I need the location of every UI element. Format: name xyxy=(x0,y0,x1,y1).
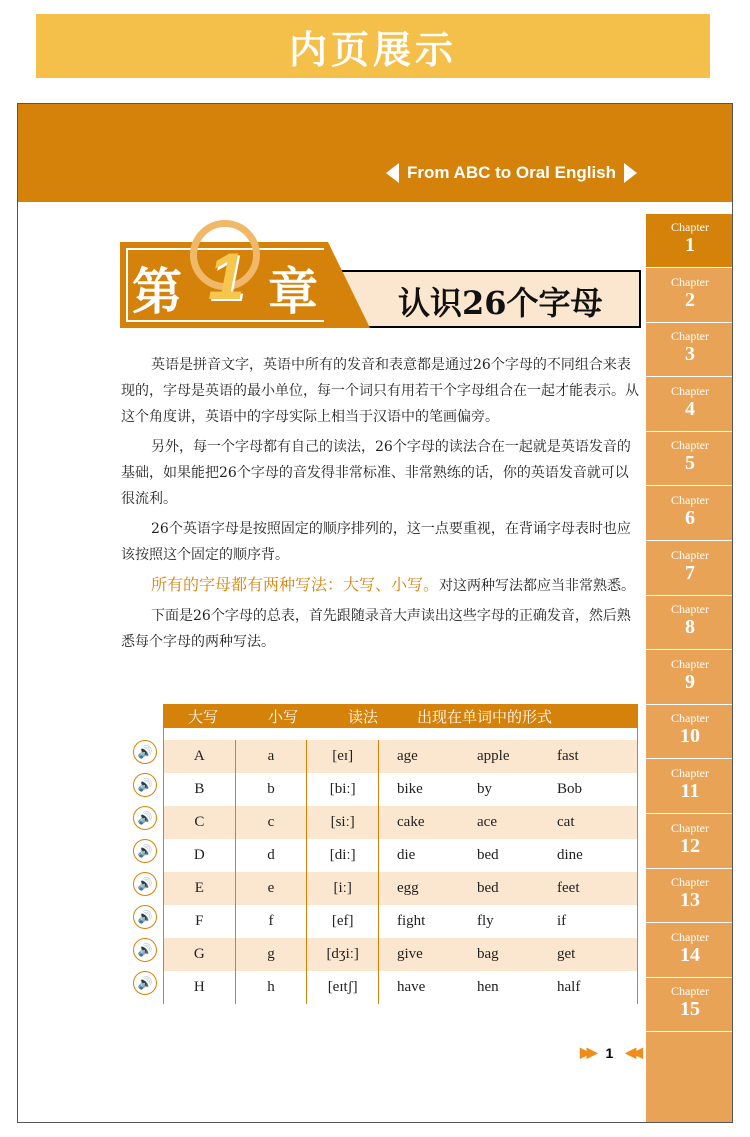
chapter-tab-number: 13 xyxy=(680,889,700,912)
cell-sound: [diː] xyxy=(307,839,379,872)
header-band xyxy=(18,104,733,202)
cell-words xyxy=(379,740,637,773)
chapter-tab-6[interactable] xyxy=(646,487,733,541)
header-title-text: From ABC to Oral English xyxy=(406,163,616,182)
table-header xyxy=(163,704,638,728)
word: Bob xyxy=(557,781,583,797)
cell-words xyxy=(379,773,637,806)
cell-upper: C xyxy=(164,806,236,839)
cell-lower: b xyxy=(236,773,308,806)
word: dine xyxy=(557,847,583,863)
chapter-tab-11[interactable] xyxy=(646,760,733,814)
book-page xyxy=(17,103,733,1123)
chapter-tab-1[interactable] xyxy=(646,214,733,268)
highlight-rest: 对这两种写法都应当非常熟悉。 xyxy=(439,578,636,594)
chapter-tab-4[interactable] xyxy=(646,378,733,432)
chapter-tab-9[interactable] xyxy=(646,651,733,705)
table-gap xyxy=(163,728,638,740)
cell-sound: [eɪ] xyxy=(307,740,379,773)
chapter-tab-label: Chapter xyxy=(671,875,709,890)
word: hen xyxy=(477,979,499,995)
chapter-tab-label: Chapter xyxy=(671,602,709,617)
paragraph: 下面是26个字母的总表，首先跟随录音大声读出这些字母的正确发音，然后熟悉每个字母的两种写法。 xyxy=(121,608,631,650)
chapter-tab-label: Chapter xyxy=(671,656,709,671)
header-upper: 大写 xyxy=(187,707,218,726)
word: cake xyxy=(397,814,425,830)
chapter-tab-5[interactable] xyxy=(646,432,733,486)
word: cat xyxy=(557,814,575,830)
word: die xyxy=(397,847,416,863)
word: bag xyxy=(477,946,499,962)
cell-lower: e xyxy=(236,872,308,905)
table-row xyxy=(163,740,638,773)
chapter-tab-number: 1 xyxy=(685,234,695,256)
speaker-icon[interactable]: 🔊 xyxy=(133,905,157,929)
cell-words xyxy=(379,872,637,905)
chapter-tab-label: Chapter xyxy=(671,220,709,234)
chapter-tab-label: Chapter xyxy=(671,493,709,507)
chapter-number: 1 xyxy=(208,239,245,313)
cell-lower: d xyxy=(236,839,308,872)
table-row xyxy=(163,773,638,806)
forward-arrows-icon: ▶▶ xyxy=(580,1044,594,1060)
chapter-tab-label: Chapter xyxy=(671,383,709,398)
cell-words xyxy=(379,938,637,971)
chapter-tab-2[interactable] xyxy=(646,269,733,323)
chapter-tab-number: 9 xyxy=(685,670,695,693)
word: have xyxy=(397,979,426,995)
header-words: 出现在单词中的形式 xyxy=(417,707,553,726)
chapter-tab-7[interactable] xyxy=(646,542,733,596)
cell-lower: c xyxy=(236,806,308,839)
chapter-tab-number: 8 xyxy=(685,616,695,639)
cell-sound: [ef] xyxy=(307,905,379,938)
chapter-title: 认识26个字母 xyxy=(398,284,603,322)
word: half xyxy=(557,979,581,995)
cell-sound: [dʒiː] xyxy=(307,938,379,971)
chapter-heading xyxy=(120,239,640,328)
chapter-tab-number: 2 xyxy=(685,288,695,311)
alphabet-table xyxy=(163,704,638,1004)
triangle-left-icon xyxy=(386,163,399,183)
chapter-tab-12[interactable] xyxy=(646,815,733,869)
cell-upper: A xyxy=(164,740,236,773)
chapter-tab-3[interactable] xyxy=(646,323,733,377)
chapter-tab-number: 6 xyxy=(685,507,695,529)
word: age xyxy=(397,748,418,764)
word: feet xyxy=(557,880,580,896)
chapter-tab-13[interactable] xyxy=(646,869,733,923)
table-row xyxy=(163,806,638,839)
chapter-tab-label: Chapter xyxy=(671,711,709,726)
chapter-tab-label: Chapter xyxy=(671,766,709,780)
cell-upper: B xyxy=(164,773,236,806)
word: egg xyxy=(397,880,419,896)
chapter-tab-label: Chapter xyxy=(671,984,709,999)
cell-lower: f xyxy=(236,905,308,938)
word: fly xyxy=(477,913,494,929)
cell-words xyxy=(379,905,637,938)
cell-words xyxy=(379,839,637,872)
chapter-suffix: 章 xyxy=(268,262,318,321)
page-number: 1 xyxy=(605,1044,614,1061)
word: give xyxy=(397,946,423,962)
chapter-tab-15[interactable] xyxy=(646,978,733,1032)
word: bed xyxy=(477,847,499,863)
chapter-tab-number: 4 xyxy=(685,397,695,420)
speaker-icon[interactable]: 🔊 xyxy=(133,839,157,863)
header-lower: 小写 xyxy=(267,707,298,726)
cell-words xyxy=(379,971,637,1004)
word: get xyxy=(557,946,576,962)
cell-upper: G xyxy=(164,938,236,971)
cell-sound: [eɪtʃ] xyxy=(307,971,379,1004)
cell-words xyxy=(379,806,637,839)
header-title xyxy=(386,163,637,183)
word: fight xyxy=(397,913,426,929)
table-row xyxy=(163,839,638,872)
banner-title: 内页展示 xyxy=(288,27,457,72)
cell-upper: E xyxy=(164,872,236,905)
chapter-tab-number: 7 xyxy=(685,561,695,584)
speaker-column xyxy=(133,740,159,1004)
chapter-tab-number: 10 xyxy=(680,725,700,748)
speaker-icon[interactable]: 🔊 xyxy=(133,740,157,764)
highlight-text: 所有的字母都有两种写法：大写、小写。 xyxy=(151,575,440,594)
cell-sound: [siː] xyxy=(307,806,379,839)
chapter-prefix: 第 xyxy=(132,262,182,321)
cell-lower: h xyxy=(236,971,308,1004)
paragraph: 26个英语字母是按照固定的顺序排列的，这一点要重视，在背诵字母表时也应该按照这个固定的顺序背。 xyxy=(121,521,631,563)
triangle-right-icon xyxy=(624,163,637,183)
word: by xyxy=(477,781,493,797)
word: if xyxy=(557,913,567,929)
speaker-icon[interactable]: 🔊 xyxy=(133,773,157,797)
header-sound: 读法 xyxy=(347,707,378,726)
chapter-tab-8[interactable] xyxy=(646,596,733,650)
word: ace xyxy=(477,814,497,830)
speaker-icon[interactable]: 🔊 xyxy=(133,938,157,962)
top-banner xyxy=(36,14,710,78)
table-row xyxy=(163,905,638,938)
word: apple xyxy=(477,748,510,764)
cell-lower: a xyxy=(236,740,308,773)
chapter-tab-label: Chapter xyxy=(671,329,709,344)
cell-upper: F xyxy=(164,905,236,938)
back-arrows-icon: ◀◀ xyxy=(625,1044,639,1060)
chapter-tab-number: 11 xyxy=(680,780,700,802)
speaker-icon[interactable]: 🔊 xyxy=(133,806,157,830)
chapter-tab-number: 14 xyxy=(680,943,700,966)
speaker-icon[interactable]: 🔊 xyxy=(133,971,157,995)
table-row xyxy=(163,872,638,905)
paragraph: 英语是拼音文字，英语中所有的发音和表意都是通过26个字母的不同组合来表现的，字母是英语的最小单位，每一个词只有用若干个字母组合在一起才能表示。从这个角度讲，英语中的字母实际上相当于汉语中的笔画偏旁。 xyxy=(121,357,639,425)
chapter-tab-number: 5 xyxy=(685,452,695,475)
word: bed xyxy=(477,880,499,896)
speaker-icon[interactable]: 🔊 xyxy=(133,872,157,896)
cell-lower: g xyxy=(236,938,308,971)
table-row xyxy=(163,971,638,1004)
highlight-paragraph xyxy=(121,572,641,599)
cell-sound: [iː] xyxy=(307,872,379,905)
cell-sound: [biː] xyxy=(307,773,379,806)
cell-upper: H xyxy=(164,971,236,1004)
chapter-tab-10[interactable] xyxy=(646,705,733,759)
word: bike xyxy=(397,781,423,797)
cell-upper: D xyxy=(164,839,236,872)
chapter-tab-14[interactable] xyxy=(646,924,733,978)
word: fast xyxy=(557,748,579,764)
chapter-tab-label: Chapter xyxy=(671,547,709,562)
chapter-tab-label: Chapter xyxy=(671,929,709,944)
paragraph: 另外，每一个字母都有自己的读法，26个字母的读法合在一起就是英语发音的基础，如果能把26个字母的音发得非常标准、非常熟练的话，你的英语发音就可以很流利。 xyxy=(121,439,631,507)
page-number-area xyxy=(580,1044,639,1061)
table-row xyxy=(163,938,638,971)
chapter-tab-number: 15 xyxy=(680,998,700,1021)
chapter-tab-number: 12 xyxy=(680,834,700,857)
chapter-tab-number: 3 xyxy=(685,343,695,366)
chapter-tab-label: Chapter xyxy=(671,274,709,289)
chapter-tab-label: Chapter xyxy=(671,438,709,453)
chapter-tab-label: Chapter xyxy=(671,820,709,835)
body-text xyxy=(121,352,641,659)
